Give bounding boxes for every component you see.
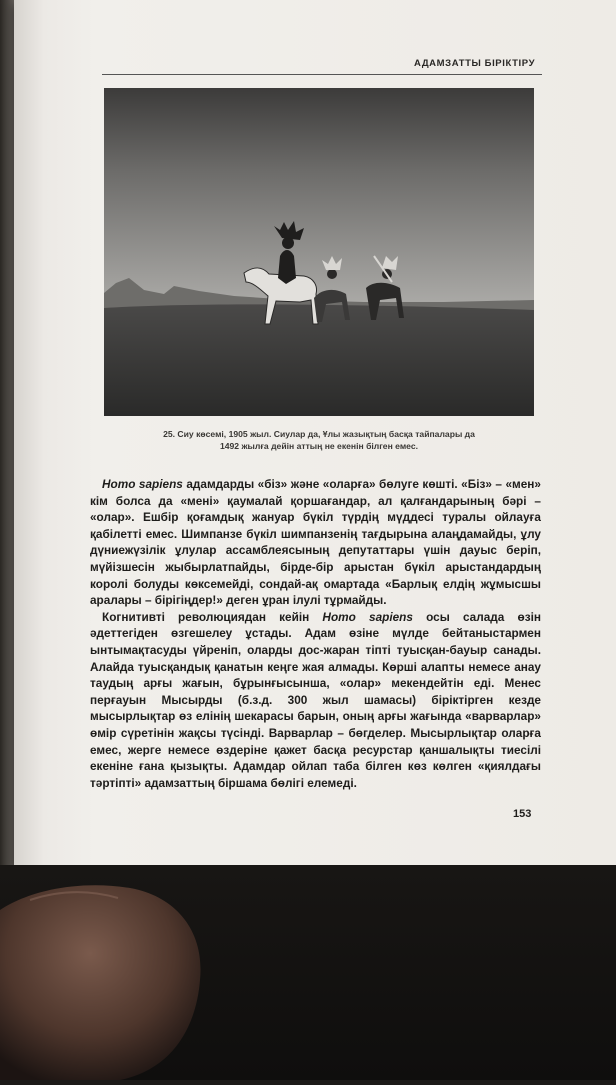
caption-line-1: 25. Сиу көсемі, 1905 жыл. Сиулар да, Ұлы жазықтың басқа тайпалары да	[163, 429, 475, 439]
figure-caption	[102, 428, 536, 452]
body-text	[90, 476, 541, 791]
page-number: 153	[513, 808, 532, 820]
caption-line-2: 1492 жылға дейін аттың не екенін білген емес.	[219, 441, 419, 451]
header-rule	[102, 74, 542, 75]
running-header: АДАМЗАТТЫ БІРІКТІРУ	[414, 58, 536, 69]
paragraph-1: Homo sapiens адамдарды «біз» және «оларға» бөлуге көшті. «Біз» – «мен» кім болса да «мені» қаумалай қоршағандар, ал қалғандарының бәрі – «олар». Ешбір қоғамдық жануар бүкіл түрдің мүддесі туралы ойлауға қабілетті емес. Шимпанзе бүкіл шимпанзенің тағдырына алаңдамайды, ұлу дүниежүзілік ұлулар ассамблеясының депутаттары үшін дауыс беріп, мүйізшесін жыбырлатпайды, бірде-бір арыстан бүкіл арыстандардың королі болуды көксемейді, сондай-ақ омартада «Барлық елдің жұмысшы аралары – бірігіңдер!» деген ұран ілулі тұрмайды.	[90, 477, 541, 608]
figure-photo	[104, 88, 534, 416]
paragraph-2: Когнитивті революциядан кейін Homo sapiens осы салада өзін әдеттегіден өзгешелеу ұстады. Адам өзіне мүлде бейтаныстармен ынтымақтасуды үйреніп, оларды дос-жаран тіпті туысқан-бауыр санады. Алайда туысқандық қанатын кеңге жая алмады. Көрші алапты немесе анау таудың арғы жағын, бұрынғысынша, «олар» мекендейтін еді. Менес перғауын Мысырды (б.з.д. 300 жыл шамасы) біріктірген кезде мысырлықтар өз елінің шекарасы барын, оның арғы жағында «варварлар» өмір сүретінін жақсы түсінді. Варварлар – бөгделер. Мысырлықтар оларға емес, жерге немесе өздеріне қажет басқа ресурстар қаншалықты тиесілі екеніне ғана қызықты. Адамдар ойлап таба білген көз көлген «қиялдағы тәртіпті» адамзаттың біршама бөлігі елемеді.	[90, 609, 541, 790]
thumb-image	[0, 870, 230, 1080]
book-page	[14, 0, 616, 865]
